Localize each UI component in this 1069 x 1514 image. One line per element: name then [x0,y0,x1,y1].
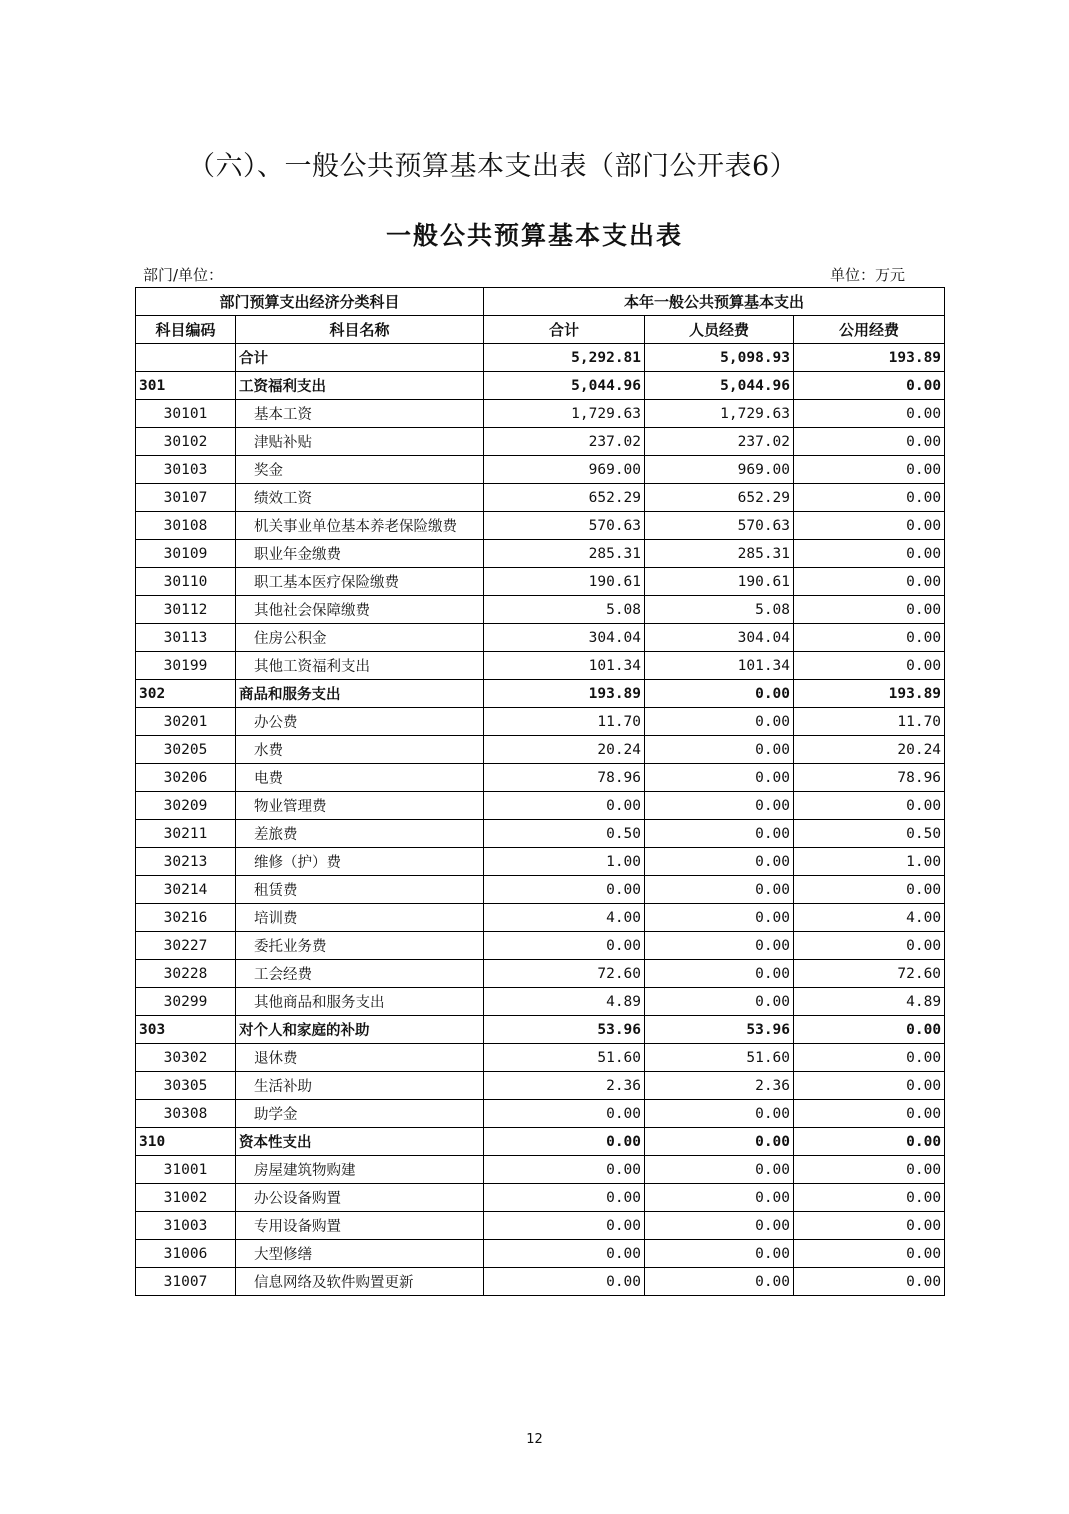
cell-public: 0.00 [794,1268,945,1296]
cell-personnel: 237.02 [645,428,794,456]
cell-public: 0.00 [794,1044,945,1072]
cell-name: 专用设备购置 [236,1212,484,1240]
cell-personnel: 0.00 [645,1100,794,1128]
cell-total: 0.00 [484,1268,645,1296]
budget-table-body [136,344,945,1296]
table-row [136,456,945,484]
cell-name: 职工基本医疗保险缴费 [236,568,484,596]
cell-code: 30110 [136,568,236,596]
table-row [136,876,945,904]
cell-personnel: 0.00 [645,820,794,848]
cell-total: 72.60 [484,960,645,988]
cell-public: 0.00 [794,876,945,904]
cell-code: 31002 [136,1184,236,1212]
cell-public: 0.00 [794,932,945,960]
table-row [136,736,945,764]
cell-personnel: 0.00 [645,1240,794,1268]
table-row [136,568,945,596]
cell-personnel: 5,044.96 [645,372,794,400]
cell-total: 0.00 [484,1240,645,1268]
cell-code: 301 [136,372,236,400]
cell-name: 其他商品和服务支出 [236,988,484,1016]
table-row [136,400,945,428]
cell-public: 0.00 [794,428,945,456]
table-row [136,540,945,568]
cell-total: 0.00 [484,876,645,904]
cell-public: 0.00 [794,624,945,652]
cell-name: 退休费 [236,1044,484,1072]
cell-personnel: 0.00 [645,1128,794,1156]
cell-code: 310 [136,1128,236,1156]
cell-total: 969.00 [484,456,645,484]
cell-personnel: 0.00 [645,932,794,960]
cell-code [136,344,236,372]
cell-personnel: 969.00 [645,456,794,484]
cell-code: 30209 [136,792,236,820]
header-expenditure-group: 本年一般公共预算基本支出 [484,288,945,316]
cell-public: 0.00 [794,1128,945,1156]
table-row [136,1044,945,1072]
table-total-row [136,344,945,372]
cell-public: 0.00 [794,400,945,428]
table-row [136,1212,945,1240]
cell-personnel: 652.29 [645,484,794,512]
cell-name: 委托业务费 [236,932,484,960]
cell-total: 5.08 [484,596,645,624]
table-row [136,624,945,652]
header-code: 科目编码 [136,316,236,344]
cell-public: 0.00 [794,1240,945,1268]
cell-public: 193.89 [794,344,945,372]
cell-code: 30228 [136,960,236,988]
cell-name: 对个人和家庭的补助 [236,1016,484,1044]
cell-code: 30299 [136,988,236,1016]
cell-name: 商品和服务支出 [236,680,484,708]
cell-code: 30112 [136,596,236,624]
cell-name: 电费 [236,764,484,792]
cell-code: 30216 [136,904,236,932]
cell-public: 0.00 [794,1016,945,1044]
cell-total: 0.00 [484,1100,645,1128]
cell-name: 住房公积金 [236,624,484,652]
cell-personnel: 1,729.63 [645,400,794,428]
cell-code: 30109 [136,540,236,568]
cell-public: 0.00 [794,484,945,512]
table-row [136,1268,945,1296]
cell-name: 资本性支出 [236,1128,484,1156]
cell-public: 0.00 [794,1100,945,1128]
cell-name: 其他社会保障缴费 [236,596,484,624]
cell-name: 物业管理费 [236,792,484,820]
cell-personnel: 0.00 [645,876,794,904]
cell-public: 4.89 [794,988,945,1016]
table-row [136,988,945,1016]
cell-public: 0.00 [794,652,945,680]
department-label: 部门/单位： [143,266,224,284]
table-group-row [136,372,945,400]
cell-public: 193.89 [794,680,945,708]
cell-personnel: 51.60 [645,1044,794,1072]
cell-personnel: 0.00 [645,1212,794,1240]
cell-name: 机关事业单位基本养老保险缴费 [236,512,484,540]
cell-name: 租赁费 [236,876,484,904]
cell-total: 53.96 [484,1016,645,1044]
cell-total: 0.00 [484,1212,645,1240]
cell-total: 652.29 [484,484,645,512]
cell-public: 0.00 [794,568,945,596]
cell-personnel: 304.04 [645,624,794,652]
cell-name: 其他工资福利支出 [236,652,484,680]
cell-total: 0.00 [484,1184,645,1212]
table-row [136,596,945,624]
cell-total: 51.60 [484,1044,645,1072]
cell-code: 30227 [136,932,236,960]
cell-public: 0.00 [794,1072,945,1100]
cell-personnel: 0.00 [645,1156,794,1184]
cell-personnel: 0.00 [645,708,794,736]
cell-public: 11.70 [794,708,945,736]
table-row [136,960,945,988]
cell-personnel: 570.63 [645,512,794,540]
table-row [136,1100,945,1128]
cell-name: 维修（护）费 [236,848,484,876]
cell-total: 5,292.81 [484,344,645,372]
cell-personnel: 5.08 [645,596,794,624]
cell-personnel: 0.00 [645,792,794,820]
table-title: 一般公共预算基本支出表 [385,221,683,250]
cell-name: 办公费 [236,708,484,736]
cell-total: 304.04 [484,624,645,652]
table-group-row [136,1016,945,1044]
table-group-row [136,680,945,708]
cell-personnel: 0.00 [645,736,794,764]
cell-total: 4.89 [484,988,645,1016]
cell-code: 30211 [136,820,236,848]
cell-name: 大型修缮 [236,1240,484,1268]
cell-public: 78.96 [794,764,945,792]
cell-public: 20.24 [794,736,945,764]
cell-total: 570.63 [484,512,645,540]
table-row [136,848,945,876]
cell-code: 30199 [136,652,236,680]
cell-personnel: 190.61 [645,568,794,596]
header-classification-group: 部门预算支出经济分类科目 [136,288,484,316]
table-row [136,512,945,540]
cell-code: 30305 [136,1072,236,1100]
cell-public: 0.00 [794,372,945,400]
table-row [136,1184,945,1212]
cell-total: 78.96 [484,764,645,792]
cell-code: 31006 [136,1240,236,1268]
cell-code: 31001 [136,1156,236,1184]
cell-total: 190.61 [484,568,645,596]
cell-code: 302 [136,680,236,708]
cell-personnel: 285.31 [645,540,794,568]
table-row [136,484,945,512]
cell-code: 30108 [136,512,236,540]
cell-code: 30214 [136,876,236,904]
cell-name: 生活补助 [236,1072,484,1100]
cell-total: 0.00 [484,792,645,820]
cell-public: 4.00 [794,904,945,932]
cell-name: 工会经费 [236,960,484,988]
cell-name: 助学金 [236,1100,484,1128]
cell-public: 0.00 [794,596,945,624]
cell-public: 72.60 [794,960,945,988]
table-row [136,652,945,680]
cell-code: 30101 [136,400,236,428]
cell-name: 奖金 [236,456,484,484]
cell-code: 31003 [136,1212,236,1240]
cell-total: 1.00 [484,848,645,876]
cell-personnel: 0.00 [645,960,794,988]
cell-personnel: 53.96 [645,1016,794,1044]
cell-code: 30213 [136,848,236,876]
cell-total: 237.02 [484,428,645,456]
cell-personnel: 0.00 [645,680,794,708]
cell-total: 11.70 [484,708,645,736]
cell-total: 193.89 [484,680,645,708]
cell-code: 30102 [136,428,236,456]
cell-public: 0.00 [794,1212,945,1240]
table-group-row [136,1128,945,1156]
table-row [136,708,945,736]
cell-personnel: 0.00 [645,1268,794,1296]
cell-personnel: 0.00 [645,988,794,1016]
cell-name: 基本工资 [236,400,484,428]
table-row [136,428,945,456]
unit-label: 单位：万元 [830,266,906,284]
cell-personnel: 0.00 [645,764,794,792]
cell-public: 0.00 [794,1156,945,1184]
table-row [136,1072,945,1100]
cell-total: 5,044.96 [484,372,645,400]
header-total: 合计 [484,316,645,344]
table-row [136,932,945,960]
table-row [136,904,945,932]
cell-total: 0.50 [484,820,645,848]
header-public: 公用经费 [794,316,945,344]
cell-name: 信息网络及软件购置更新 [236,1268,484,1296]
cell-public: 0.00 [794,792,945,820]
cell-total: 285.31 [484,540,645,568]
cell-code: 303 [136,1016,236,1044]
cell-code: 30302 [136,1044,236,1072]
cell-name: 津贴补贴 [236,428,484,456]
cell-code: 30205 [136,736,236,764]
cell-total: 0.00 [484,1128,645,1156]
table-row [136,792,945,820]
cell-personnel: 2.36 [645,1072,794,1100]
cell-public: 0.00 [794,456,945,484]
cell-personnel: 0.00 [645,1184,794,1212]
cell-total: 101.34 [484,652,645,680]
cell-total: 1,729.63 [484,400,645,428]
cell-personnel: 0.00 [645,848,794,876]
table-row [136,820,945,848]
cell-name: 合计 [236,344,484,372]
budget-table [135,287,945,1296]
cell-name: 水费 [236,736,484,764]
cell-name: 绩效工资 [236,484,484,512]
cell-name: 职业年金缴费 [236,540,484,568]
cell-code: 30201 [136,708,236,736]
cell-name: 差旅费 [236,820,484,848]
cell-total: 0.00 [484,932,645,960]
table-row [136,1156,945,1184]
cell-personnel: 101.34 [645,652,794,680]
cell-name: 办公设备购置 [236,1184,484,1212]
cell-total: 4.00 [484,904,645,932]
header-name: 科目名称 [236,316,484,344]
cell-code: 31007 [136,1268,236,1296]
cell-public: 1.00 [794,848,945,876]
cell-personnel: 0.00 [645,904,794,932]
cell-code: 30308 [136,1100,236,1128]
cell-code: 30206 [136,764,236,792]
cell-public: 0.50 [794,820,945,848]
cell-total: 0.00 [484,1156,645,1184]
section-heading: （六）、一般公共预算基本支出表（部门公开表6） [188,151,798,182]
page-number: 12 [526,1432,543,1447]
cell-total: 2.36 [484,1072,645,1100]
cell-code: 30113 [136,624,236,652]
table-row [136,764,945,792]
cell-name: 房屋建筑物购建 [236,1156,484,1184]
header-personnel: 人员经费 [645,316,794,344]
cell-public: 0.00 [794,1184,945,1212]
cell-public: 0.00 [794,512,945,540]
cell-code: 30103 [136,456,236,484]
table-row [136,1240,945,1268]
cell-code: 30107 [136,484,236,512]
cell-name: 工资福利支出 [236,372,484,400]
cell-personnel: 5,098.93 [645,344,794,372]
cell-total: 20.24 [484,736,645,764]
cell-name: 培训费 [236,904,484,932]
cell-public: 0.00 [794,540,945,568]
